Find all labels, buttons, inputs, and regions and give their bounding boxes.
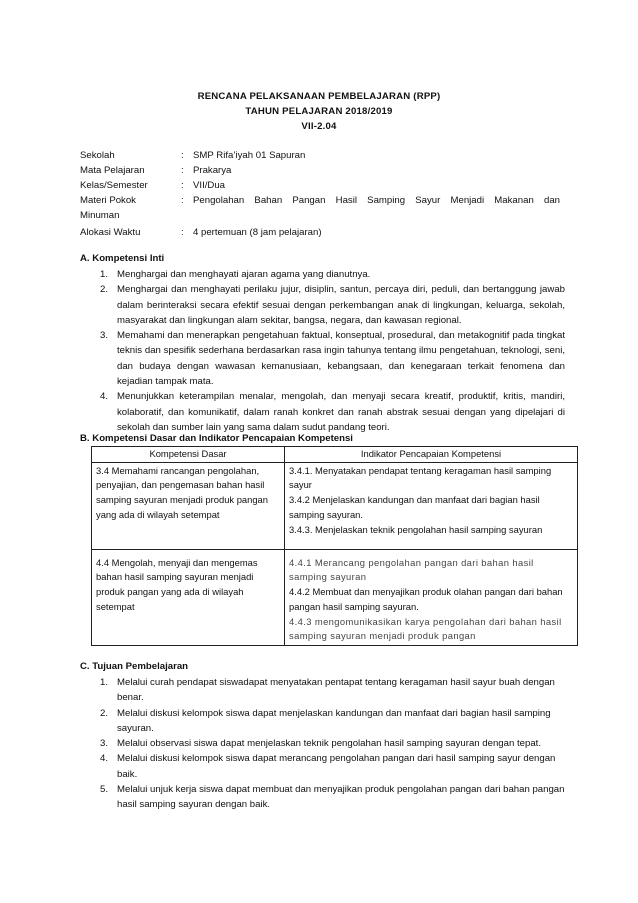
list-text: Melalui observasi siswa dapat menjelaskan teknik pengolahan hasil samping sayuran dengan tepat. <box>117 738 541 750</box>
table-row <box>92 462 578 549</box>
section-b-title: B. Kompetensi Dasar dan Indikator Pencapaian Kompetensi <box>80 433 353 444</box>
list-item <box>80 267 565 282</box>
identity-label: Kelas/Semester <box>80 180 148 191</box>
list-text: Menghargai dan menghayati ajaran agama yang dianutnya. <box>117 269 371 280</box>
identity-colon: : <box>181 180 184 191</box>
identity-label: Materi Pokok <box>80 195 136 206</box>
indicator-item: 4.4.2 Membuat dan menyajikan produk olahan pangan dari bahan pangan hasil samping sayuran. <box>289 586 563 612</box>
section-c-title: C. Tujuan Pembelajaran <box>80 661 189 672</box>
identity-colon: : <box>181 165 184 176</box>
list-item <box>80 736 565 751</box>
column-header: Indikator Pencapaian Kompetensi <box>285 447 578 463</box>
list-item <box>80 782 565 813</box>
identity-value: VII/Dua <box>193 180 225 191</box>
identity-label: Sekolah <box>80 150 115 161</box>
section-a-title: A. Kompetensi Inti <box>80 253 165 264</box>
identity-value: Prakarya <box>193 165 232 176</box>
class-code: VII-2.04 <box>301 121 337 132</box>
identity-colon: : <box>181 195 184 206</box>
document-title: RENCANA PELAKSANAAN PEMBELAJARAN (RPP) <box>197 91 441 102</box>
indicator-item: 3.4.1. Menyatakan pendapat tentang keragaman hasil samping sayur <box>289 464 552 491</box>
identity-value: Pengolahan Bahan Pangan Hasil Samping Sayur Menjadi Makanan dan <box>193 195 560 206</box>
indicator-item: 3.4.3. Menjelaskan teknik pengolahan hasil samping sayuran <box>289 523 543 535</box>
learning-objectives-list <box>80 675 565 813</box>
identity-value-continuation: Minuman <box>80 210 120 221</box>
table-cell-kd: 4.4 Mengolah, menyaji dan mengemas bahan hasil samping sayuran menjadi produk pangan yang ada di wilayah setempat <box>92 549 285 645</box>
list-item <box>80 282 565 328</box>
identity-colon: : <box>181 227 184 238</box>
list-number: 5. <box>100 784 109 796</box>
list-text: Melalui diskusi kelompok siswa dapat merancang pengolahan pangan dari hasil samping sayur dengan baik. <box>117 753 556 780</box>
table-row <box>92 549 578 645</box>
list-number: 1. <box>100 269 109 280</box>
list-number: 4. <box>100 391 109 403</box>
identity-label: Mata Pelajaran <box>80 165 145 176</box>
identity-value: SMP Rifa’iyah 01 Sapuran <box>193 150 306 161</box>
identity-label: Alokasi Waktu <box>80 227 141 238</box>
list-item <box>80 389 565 435</box>
list-number: 1. <box>100 677 109 688</box>
indicator-item: 4.4.3 mengomunikasikan karya pengolahan dari bahan hasil samping sayuran menjadi produk pangan <box>289 615 562 642</box>
list-number: 2. <box>100 707 109 719</box>
list-text: Melalui diskusi kelompok siswa dapat menjelaskan kandungan dan manfaat dari bagian hasil samping sayuran. <box>117 707 551 734</box>
indicator-item: 3.4.2 Menjelaskan kandungan dan manfaat dari bagian hasil samping sayuran. <box>289 494 540 520</box>
competency-table <box>91 446 578 646</box>
table-cell-kd: 3.4 Memahami rancangan pengolahan, penyajian, dan pengemasan bahan hasil samping sayuran menjadi produk pangan yang ada di wilayah setempat <box>92 462 285 549</box>
identity-value: 4 pertemuan (8 jam pelajaran) <box>193 227 322 238</box>
list-text: Memahami dan menerapkan pengetahuan faktual, konseptual, prosedural, dan metakognitif pada tingkat teknis dan spesifik sederhana berdasarkan rasa ingin tahunya tentang ilmu pengetahuan, teknologi, seni, dan budaya dengan wawasan kemanusiaan, kebangsaan, dan kenegaraan terkait fenomena dan kejadian tampak mata. <box>117 330 565 388</box>
identity-colon: : <box>181 150 184 161</box>
core-competency-list <box>80 267 565 435</box>
column-header: Kompetensi Dasar <box>92 447 285 463</box>
table-header-row <box>92 447 578 463</box>
list-item <box>80 706 565 737</box>
table-cell-indicators <box>285 462 578 549</box>
list-number: 3. <box>100 330 109 342</box>
list-number: 3. <box>100 738 109 750</box>
list-text: Melalui curah pendapat siswadapat menyatakan pentapat tentang keragaman hasil sayur buah dengan benar. <box>117 677 555 704</box>
school-year: TAHUN PELAJARAN 2018/2019 <box>245 106 393 117</box>
list-item <box>80 328 565 389</box>
indicator-item: 4.4.1 Merancang pengolahan pangan dari bahan hasil samping sayuran <box>289 556 534 583</box>
list-text: Menghargai dan menghayati perilaku jujur, disiplin, santun, percaya diri, peduli, dan bertanggung jawab dalam berinteraksi secara efektif sesuai dengan perkembangan anak di lingkungan, keluarga, sekolah, masyarakat dan lingkungan alam sekitar, bangsa, negara, dan kawasan regional. <box>117 284 565 326</box>
list-number: 2. <box>100 284 109 296</box>
list-text: Melalui unjuk kerja siswa dapat membuat dan menyajikan produk pengolahan pangan dari bahan pangan hasil samping sayuran dengan baik. <box>117 784 565 811</box>
list-item <box>80 751 565 782</box>
table-cell-indicators <box>285 549 578 645</box>
list-number: 4. <box>100 753 109 765</box>
list-text: Menunjukkan keterampilan menalar, mengolah, dan menyaji secara kreatif, produktif, kritis, mandiri, kolaboratif, dan komunikatif, dalam ranah konkret dan ranah abstrak sesuai dengan yang dipelajari di sekolah dan sumber lain yang sama dalam sudut pandang teori. <box>117 391 565 433</box>
list-item <box>80 675 565 706</box>
